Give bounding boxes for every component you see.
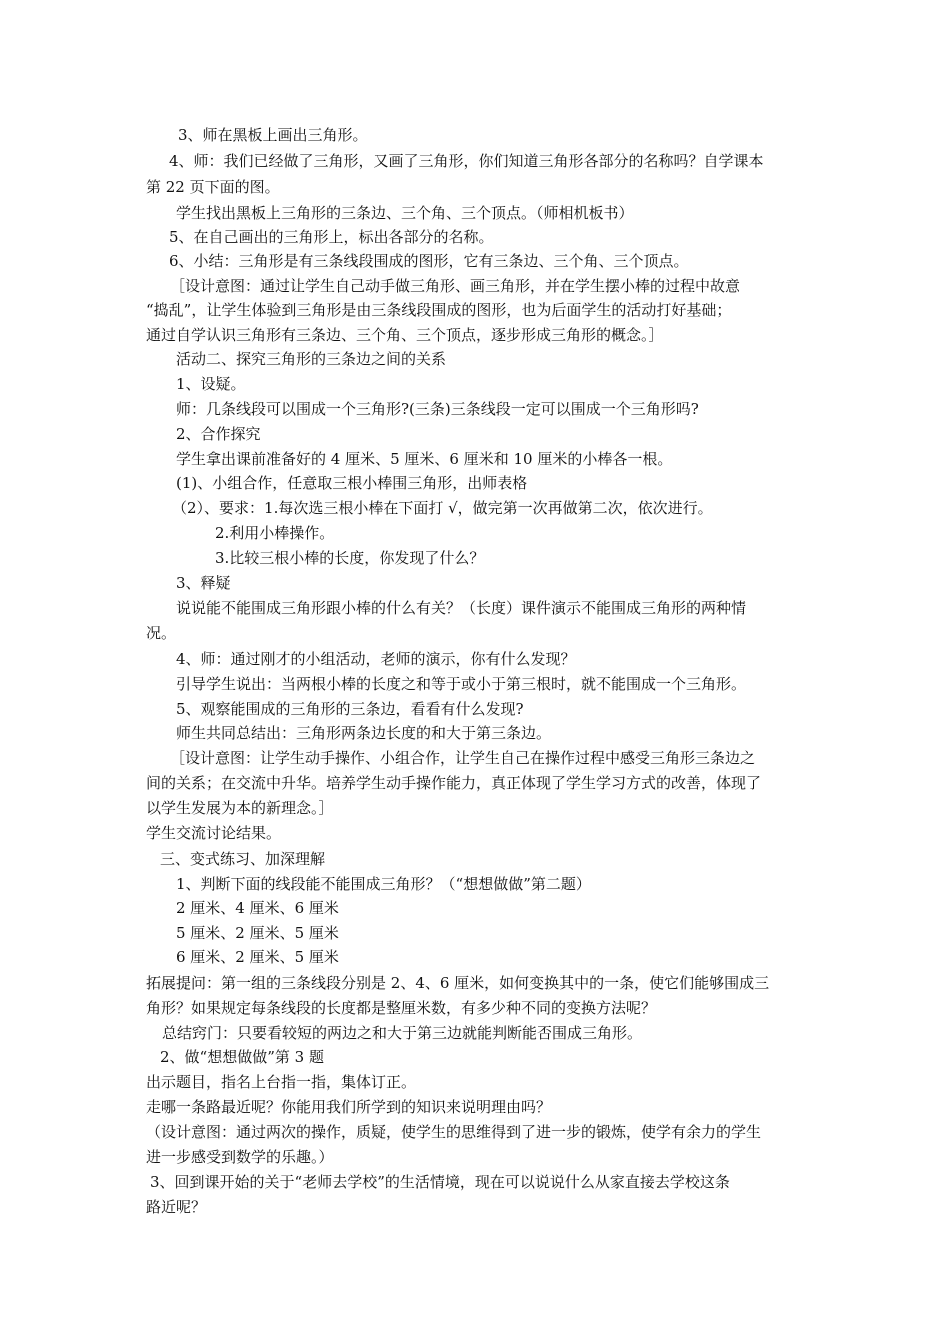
text-line: 4、师：我们已经做了三角形，又画了三角形，你们知道三角形各部分的名称吗？自学课本 — [169, 152, 764, 170]
text-line: 1、设疑。 — [176, 375, 246, 393]
text-line: 6 厘米、2 厘米、5 厘米 — [176, 948, 339, 966]
text-line: 角形？如果规定每条线段的长度都是整厘米数，有多少种不同的变换方法呢？ — [146, 999, 657, 1017]
text-line: 间的关系；在交流中升华。培养学生动手操作能力，真正体现了学生学习方式的改善，体现了 — [146, 774, 762, 792]
text-line: 活动二、探究三角形的三条边之间的关系 — [176, 350, 447, 368]
text-line: 5、观察能围成的三角形的三条边，看看有什么发现? — [176, 700, 524, 718]
text-line: 师生共同总结出：三角形两条边长度的和大于第三条边。 — [176, 724, 552, 742]
text-line: 第 22 页下面的图。 — [146, 178, 280, 196]
text-line: 3.比较三根小棒的长度，你发现了什么？ — [215, 549, 485, 567]
text-line: 4、师：通过刚才的小组活动，老师的演示，你有什么发现？ — [176, 650, 576, 668]
text-line: （2）、要求：1.每次选三根小棒在下面打 √，做完第一次再做第二次，依次进行。 — [172, 499, 713, 517]
text-line: 通过自学认识三角形有三条边、三个角、三个顶点，逐步形成三角形的概念。］ — [146, 326, 664, 344]
text-line: 1、判断下面的线段能不能围成三角形？（“想想做做”第二题） — [176, 875, 591, 893]
text-line: 拓展提问：第一组的三条线段分别是 2、4、6 厘米，如何变换其中的一条，使它们能够围成三 — [146, 974, 770, 992]
text-line: 2、做“想想做做”第 3 题 — [160, 1048, 324, 1066]
text-line: “捣乱”，让学生体验到三角形是由三条线段围成的图形，也为后面学生的活动打好基础； — [146, 301, 732, 319]
text-line: 出示题目，指名上台指一指，集体订正。 — [146, 1073, 417, 1091]
text-line: 师：几条线段可以围成一个三角形?(三条)三条线段一定可以围成一个三角形吗? — [176, 400, 699, 418]
text-line: 说说能不能围成三角形跟小棒的什么有关？（长度）课件演示不能围成三角形的两种情 — [176, 599, 747, 617]
text-line: 2、合作探究 — [176, 425, 261, 443]
text-line: 5、在自己画出的三角形上，标出各部分的名称。 — [169, 228, 494, 246]
text-line: 学生交流讨论结果。 — [146, 824, 282, 842]
text-line: (1)、小组合作，任意取三根小棒围三角形，出师表格 — [176, 474, 528, 492]
text-line: 走哪一条路最近呢？你能用我们所学到的知识来说明理由吗？ — [146, 1098, 552, 1116]
text-line: 路近呢？ — [146, 1198, 207, 1216]
text-line: 三、变式练习、加深理解 — [160, 850, 326, 868]
text-line: 3、回到课开始的关于“老师去学校”的生活情境，现在可以说说什么从家直接去学校这条 — [150, 1173, 730, 1191]
text-line: 以学生发展为本的新理念。］ — [146, 799, 334, 817]
text-line: 引导学生说出：当两根小棒的长度之和等于或小于第三根时，就不能围成一个三角形。 — [176, 675, 747, 693]
text-line: 况。 — [146, 624, 177, 642]
text-line: 3、释疑 — [176, 574, 231, 592]
text-line: 5 厘米、2 厘米、5 厘米 — [176, 924, 339, 942]
text-line: 2 厘米、4 厘米、6 厘米 — [176, 899, 339, 917]
text-line: ［设计意图：通过让学生自己动手做三角形、画三角形，并在学生摆小棒的过程中故意 — [170, 277, 741, 295]
text-line: 总结窍门：只要看较短的两边之和大于第三边就能判断能否围成三角形。 — [162, 1024, 643, 1042]
text-line: 6、小结：三角形是有三条线段围成的图形，它有三条边、三个角、三个顶点。 — [169, 252, 689, 270]
text-line: 2.利用小棒操作。 — [215, 524, 335, 542]
text-line: 学生找出黑板上三角形的三条边、三个角、三个顶点。（师相机板书） — [176, 204, 634, 222]
text-line: 进一步感受到数学的乐趣。） — [146, 1148, 334, 1166]
text-line: 学生拿出课前准备好的 4 厘米、5 厘米、6 厘米和 10 厘米的小棒各一根。 — [176, 450, 673, 468]
text-line: 3、师在黑板上画出三角形。 — [178, 126, 368, 144]
text-line: （设计意图：通过两次的操作，质疑，使学生的思维得到了进一步的锻炼，使学有余力的学生 — [146, 1123, 762, 1141]
text-line: ［设计意图：让学生动手操作、小组合作，让学生自己在操作过程中感受三角形三条边之 — [170, 749, 756, 767]
